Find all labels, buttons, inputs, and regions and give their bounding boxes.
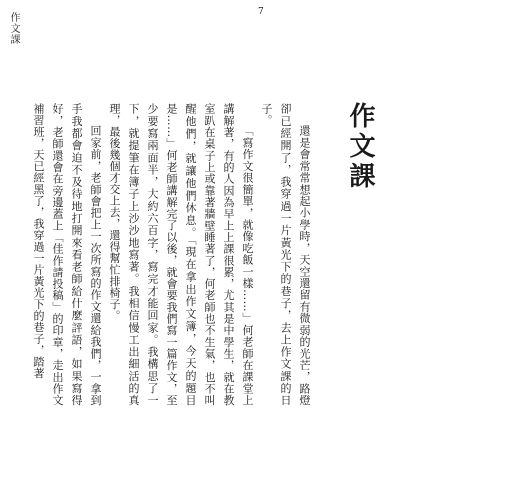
page-number: 7 [258, 7, 264, 17]
chapter-title: 作文課 [345, 102, 375, 192]
paragraph-2: 「寫作文很簡單，就像吃飯一樣……」何老師在課堂上講解著，有的人因為早上上課很累，尤其是中學生，就在教室趴在桌子上或靠著牆壁睡著了，何老師也不生氣，也不叫醒他們，就讓他們休息。「現在拿出作文簿，今天的題目是……」何老師講解完了以後，就會要我們寫一篇作文，至少要寫兩面半，大約六百字，寫完才能回家。我構思了一下，就提筆在簿子上沙沙地寫著。我相信慢工出細活的真理，最後幾個才交上去，還得幫忙排椅子。 [108, 103, 254, 406]
running-title: 作文課 [8, 12, 19, 45]
paragraph-1: 還是會常常想起小學時，天空還留有微弱的光芒，路燈卻已經開了，我穿過一片黃光下的巷子，去上作文課的日子。 [260, 103, 311, 406]
paragraph-3: 回家前，老師會把上一次所寫的作文還給我們，一拿到手我都會迫不及待地打開來看老師給什麼評語，如果寫得好，老師還會在旁邊蓋上「佳作請投稿」的印章，走出作文補習班，天已經黑了，我穿過一片黃光下的巷子，踏著 [32, 103, 102, 406]
body-text [32, 103, 314, 406]
